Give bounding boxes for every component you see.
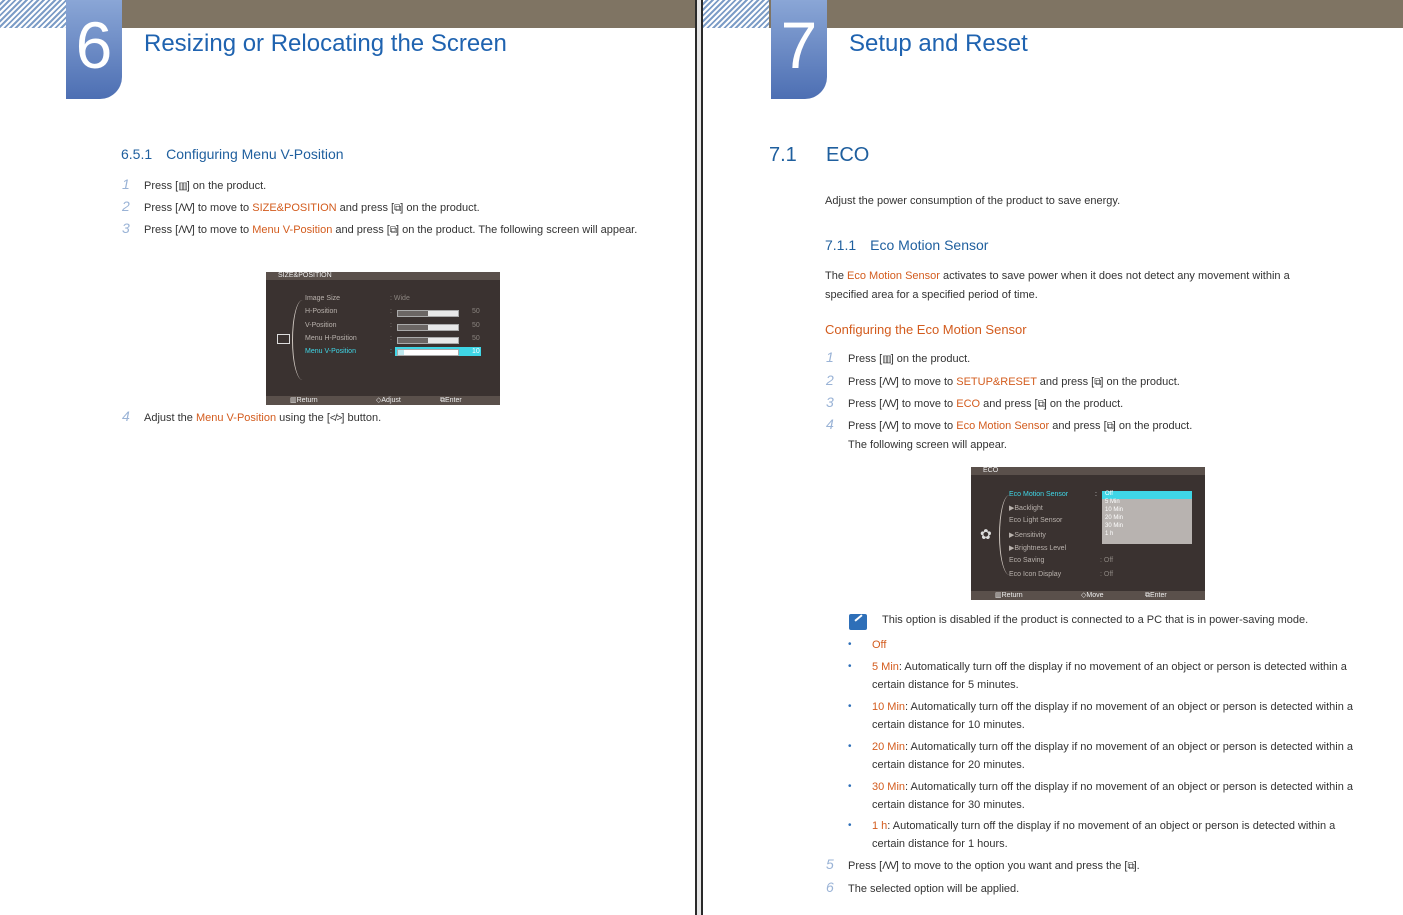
- step-text: Adjust the: [144, 412, 196, 424]
- enter-icon: ⧉: [1106, 421, 1113, 432]
- option-10-min: 10 Min: [1105, 507, 1124, 513]
- step-4: [122, 408, 644, 428]
- osd-row-value: 50: [472, 335, 480, 342]
- step-text: ] on the product.: [1112, 420, 1193, 432]
- osd-slider: [397, 337, 459, 344]
- section-heading: [121, 146, 344, 162]
- move-label: ◇ Move: [1081, 592, 1104, 599]
- step-text: ] to move to: [895, 398, 957, 410]
- bullet-dot: •: [848, 741, 852, 752]
- desc-highlight: Eco Motion Sensor: [847, 270, 940, 282]
- step-text: ] to move to: [191, 202, 253, 214]
- note-icon: [849, 614, 867, 630]
- section-title: Configuring Menu V-Position: [166, 146, 344, 162]
- enter-text: Enter: [1150, 592, 1167, 599]
- option-20-min: 20 Min: [1105, 515, 1124, 521]
- enter-label: ⧉ Enter: [1145, 592, 1167, 599]
- chapter-number-badge: 6: [66, 0, 122, 99]
- step-text: using the [: [276, 412, 330, 424]
- header-hatch-decoration: [703, 0, 769, 28]
- osd-slider: [397, 324, 459, 331]
- return-text: Return: [1001, 592, 1023, 599]
- adjust-label: ◇ Adjust: [376, 397, 401, 404]
- return-label: ▥ Return: [290, 397, 318, 404]
- option-1-h: 1 h: [1105, 531, 1114, 537]
- bullet-highlight: Off: [872, 639, 887, 651]
- osd-row: Eco Icon Display: [1009, 571, 1062, 578]
- osd-row: Eco Light Sensor: [1009, 517, 1063, 524]
- bullet-dot: •: [848, 701, 852, 712]
- step-text: ] to move to: [895, 376, 957, 388]
- step-text: ] to move to: [191, 224, 253, 236]
- gear-icon: ✿: [980, 526, 992, 542]
- osd-row: H-Position: [305, 308, 338, 315]
- step-text: and press [: [1036, 376, 1095, 388]
- osd-eco-screen: [971, 467, 1205, 600]
- osd-slider: [397, 349, 459, 356]
- step-text: Press [: [144, 180, 179, 192]
- step-highlight: Menu V-Position: [252, 224, 333, 236]
- up-down-icon: ᐱ/ᐯ: [178, 225, 192, 236]
- step-1: [122, 176, 644, 196]
- osd-row-value: : Off: [1100, 571, 1114, 578]
- step-number: 6: [826, 879, 834, 895]
- step-3: [826, 394, 1368, 414]
- up-down-icon: ᐱ/ᐯ: [882, 377, 896, 388]
- step-text: ].: [1133, 860, 1140, 872]
- osd-colon: :: [390, 308, 392, 315]
- move-text: Move: [1086, 592, 1104, 599]
- subsection-heading: [825, 237, 988, 253]
- step-text: and press [: [980, 398, 1038, 410]
- enter-text: Enter: [445, 397, 462, 404]
- osd-row-selected: Menu V-Position: [305, 348, 356, 355]
- step-text: ] on the product.: [400, 202, 480, 214]
- up-down-icon: ᐱ/ᐯ: [882, 861, 896, 872]
- osd-row: Eco Saving: [1009, 557, 1045, 564]
- bullet-dot: •: [848, 661, 852, 672]
- enter-icon: ⧉: [1037, 399, 1044, 410]
- return-text: Return: [296, 397, 318, 404]
- bullet-highlight: 30 Min: [872, 781, 906, 793]
- osd-title: ECO: [971, 467, 1205, 475]
- step-number: 3: [122, 220, 130, 236]
- chapter-number-badge: 7: [771, 0, 827, 99]
- desc-text: The: [825, 270, 848, 282]
- osd-options-dropdown: [1102, 491, 1192, 544]
- osd-footer: [266, 396, 500, 405]
- option-30-min: 30 Min: [1105, 523, 1124, 529]
- step-number: 1: [826, 349, 834, 365]
- section-number: 7.1: [769, 144, 797, 166]
- bullet-item: [848, 738, 1354, 774]
- step-text: and press [: [336, 202, 395, 214]
- menu-icon: ▥: [882, 354, 891, 365]
- enter-icon: ⧉: [1127, 861, 1134, 872]
- bullet-dot: •: [848, 781, 852, 792]
- right-page: [703, 0, 1403, 915]
- return-label: ▥ Return: [995, 592, 1023, 599]
- size-position-icon: [277, 334, 290, 344]
- osd-row-value: :: [1095, 491, 1097, 498]
- osd-title: SIZE&POSITION: [266, 272, 500, 280]
- step-text: Press [: [848, 860, 883, 872]
- step-highlight: Menu V-Position: [195, 412, 277, 424]
- osd-footer: [971, 591, 1205, 600]
- note-text: This option is disabled if the product is connected to a PC that is in power-saving mode.: [882, 614, 1309, 626]
- header-hatch-decoration: [0, 0, 66, 28]
- step-text: Press [: [144, 224, 179, 236]
- osd-colon: :: [390, 322, 392, 329]
- step-number: 5: [826, 856, 834, 872]
- bullet-text: : Automatically turn off the display if no movement of an object or person is detected within a certain distance for 1 hours.: [872, 820, 1336, 850]
- enter-icon: ⧉: [394, 203, 401, 214]
- step-text: ] on the product.: [1043, 398, 1124, 410]
- subsection-title: Eco Motion Sensor: [870, 237, 989, 253]
- step-4: [826, 416, 1368, 454]
- osd-row-value: : Wide: [390, 295, 410, 302]
- bullet-item: [848, 658, 1354, 694]
- step-1: [826, 349, 1368, 369]
- page-gutter: [695, 0, 703, 915]
- bullet-dot: •: [848, 820, 852, 831]
- chapter-title: Resizing or Relocating the Screen: [144, 30, 507, 57]
- osd-row: Menu H-Position: [305, 335, 357, 342]
- step-text: ] on the product. The following screen will appear.: [395, 224, 638, 236]
- step-text: ] to move to the option you want and press the [: [895, 860, 1128, 872]
- subsection-number: 7.1.1: [825, 237, 857, 253]
- osd-colon: :: [390, 335, 392, 342]
- step-text: The following screen will appear.: [848, 439, 1007, 451]
- step-number: 2: [122, 198, 130, 214]
- osd-row: ▶Brightness Level: [1009, 545, 1067, 552]
- enter-icon: ⧉: [1094, 377, 1101, 388]
- osd-slider: [397, 310, 459, 317]
- bullet-item: [848, 698, 1354, 734]
- intro-text: Adjust the power consumption of the product to save energy.: [825, 195, 1121, 207]
- step-number: 4: [122, 408, 130, 424]
- bullet-highlight: 1 h: [872, 820, 888, 832]
- desc-text: activates to save power when it does not detect any movement within a specified area for a specified period of time.: [825, 270, 1290, 301]
- left-right-icon: </>: [329, 413, 342, 424]
- bullet-highlight: 10 Min: [872, 701, 906, 713]
- step-5: [826, 856, 1368, 876]
- bullet-text: : Automatically turn off the display if no movement of an object or person is detected within a certain distance for 20 minutes.: [872, 741, 1354, 771]
- step-text: Press [: [848, 420, 883, 432]
- osd-row: ▶Sensitivity: [1009, 532, 1046, 539]
- bullet-item: [848, 636, 1372, 654]
- step-text: The selected option will be applied.: [848, 883, 1020, 895]
- option-5-min: 5 Min: [1105, 499, 1120, 505]
- up-down-icon: ᐱ/ᐯ: [882, 421, 896, 432]
- step-text: Press [: [848, 398, 883, 410]
- bullet-item: [848, 817, 1362, 853]
- step-2: [826, 372, 1368, 392]
- step-text: Press [: [848, 376, 883, 388]
- step-text: ] on the product.: [890, 353, 971, 365]
- bullet-dot: •: [848, 639, 852, 650]
- bullet-item: [848, 778, 1354, 814]
- section-heading: [769, 144, 869, 167]
- step-highlight: SETUP&RESET: [956, 376, 1037, 388]
- osd-colon: :: [390, 348, 392, 355]
- enter-icon: ⧉: [389, 225, 396, 236]
- step-text: and press [: [1049, 420, 1107, 432]
- step-number: 1: [122, 176, 130, 192]
- step-highlight: Eco Motion Sensor: [956, 420, 1050, 432]
- osd-row: Image Size: [305, 295, 341, 302]
- bullet-highlight: 20 Min: [872, 741, 906, 753]
- section-title: ECO: [826, 144, 870, 166]
- left-page: [0, 0, 695, 915]
- config-heading: Configuring the Eco Motion Sensor: [825, 322, 1027, 337]
- bullet-text: : Automatically turn off the display if no movement of an object or person is detected within a certain distance for 10 minutes.: [872, 701, 1354, 731]
- osd-row-selected: Eco Motion Sensor: [1009, 491, 1069, 498]
- step-text: Press [: [144, 202, 179, 214]
- step-2: [122, 198, 644, 218]
- step-6: [826, 879, 1368, 898]
- osd-row-value: 50: [472, 322, 480, 329]
- enter-label: ⧉ Enter: [440, 397, 462, 404]
- step-3: [122, 220, 644, 240]
- adjust-text: Adjust: [381, 397, 401, 404]
- up-down-icon: ᐱ/ᐯ: [882, 399, 896, 410]
- step-text: ] to move to: [895, 420, 957, 432]
- bullet-text: : Automatically turn off the display if no movement of an object or person is detected within a certain distance for 30 minutes.: [872, 781, 1354, 811]
- option-off: Off: [1102, 491, 1192, 499]
- osd-row: ▶Backlight: [1009, 505, 1043, 512]
- step-number: 3: [826, 394, 834, 410]
- osd-row-value: 10: [472, 348, 480, 355]
- step-number: 4: [826, 416, 834, 432]
- up-down-icon: ᐱ/ᐯ: [178, 203, 192, 214]
- section-number: 6.5.1: [121, 146, 153, 162]
- step-text: ] button.: [341, 412, 382, 424]
- step-highlight: SIZE&POSITION: [252, 202, 337, 214]
- menu-icon: ▥: [178, 181, 187, 192]
- osd-row-value: 50: [472, 308, 480, 315]
- step-text: and press [: [332, 224, 390, 236]
- osd-row-value: : Off: [1100, 557, 1114, 564]
- step-text: ] on the product.: [186, 180, 267, 192]
- step-text: Press [: [848, 353, 883, 365]
- description-text: [825, 267, 1325, 305]
- chapter-title: Setup and Reset: [849, 30, 1028, 57]
- bullet-text: : Automatically turn off the display if no movement of an object or person is detected within a certain distance for 5 minutes.: [872, 661, 1347, 691]
- osd-row: V-Position: [305, 322, 337, 329]
- osd-size-position-screen: [266, 272, 500, 405]
- step-highlight: ECO: [956, 398, 981, 410]
- step-number: 2: [826, 372, 834, 388]
- bullet-highlight: 5 Min: [872, 661, 899, 673]
- step-text: ] on the product.: [1100, 376, 1180, 388]
